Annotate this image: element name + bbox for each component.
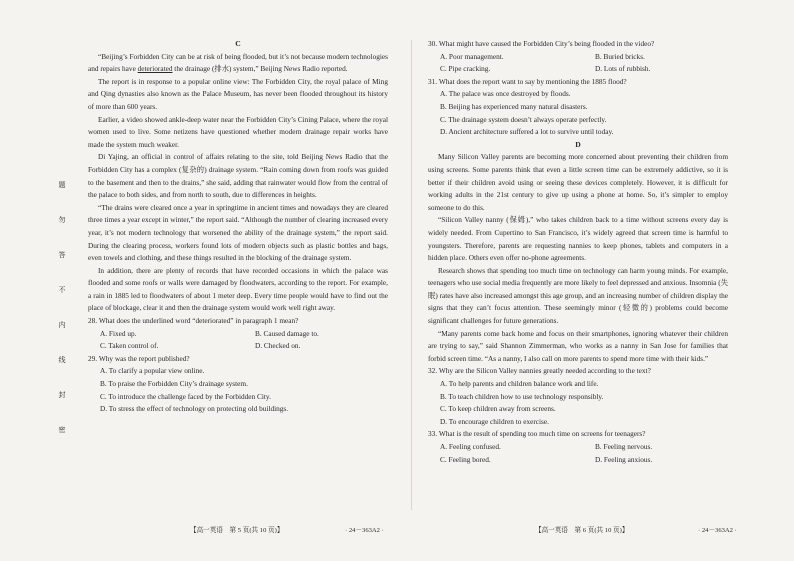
option[interactable]: A. To help parents and children balance work and life. — [440, 379, 599, 389]
right-column — [428, 38, 728, 466]
option[interactable]: D. To stress the effect of technology on protecting old buildings. — [100, 404, 289, 414]
question-30: 30. What might have caused the Forbidden City’s being flooded in the video? — [428, 39, 655, 48]
question-30-options — [428, 51, 728, 76]
option[interactable]: A. Feeling confused. — [440, 442, 501, 451]
page-divider — [411, 40, 412, 510]
option[interactable]: A. Poor management. — [440, 51, 504, 61]
question-28: 28. What does the underlined word “deteriorated” in paragraph 1 mean? — [88, 316, 299, 326]
option[interactable]: C. To introduce the challenge faced by the Forbidden City. — [100, 391, 271, 401]
question-33: 33. What is the result of spending too much time on screens for teenagers? — [428, 429, 646, 439]
page-footer-left: 【高一英语 第 5 页(共 10 页)】 — [190, 527, 284, 534]
option[interactable]: C. The drainage system doesn’t always operate perfectly. — [440, 114, 607, 124]
page-code-right: · 24－363A2 · — [698, 527, 737, 534]
sidebar-char: 不 — [58, 286, 66, 294]
option[interactable]: C. Taken control of. — [100, 341, 159, 351]
paragraph-2: “Silicon Valley nanny (保姆),” who takes children back to a time without screens every day is widely needed. From Cupertino to San Francisco, it’s widely agreed that screen time is harmful to youngsters. Therefore, parents are requesting nannies to keep phones, tablets and computers in a hidden place. Others even offer no-phone agreements. — [428, 215, 728, 263]
sidebar-char: 内 — [58, 321, 66, 329]
left-column — [88, 38, 388, 416]
sidebar-char: 答 — [58, 251, 66, 259]
paragraph-1-text-b: the drainage (排水) system,” Beijing News Radio reported. — [172, 64, 348, 74]
sidebar-char: 题 — [58, 181, 66, 189]
sidebar-char: 密 — [58, 426, 66, 434]
question-32: 32. Why are the Silicon Valley nannies greatly needed according to the text? — [428, 366, 651, 376]
paragraph-2: The report is in response to a popular online view: The Forbidden City, the royal palace of Ming and Qing dynasties also known as the Palace Museum, has never been flooded throughout its history of more than 600 years. — [88, 76, 388, 111]
option[interactable]: C. Pipe cracking. — [440, 64, 491, 74]
paragraph-4: “Many parents come back home and focus on their smartphones, ignoring whatever their children are trying to say,” said Shannon Zimmerman, who works as a nanny in San Jose for families that forbid screen time. “As a nanny, I also call on more parents to spend more time with their kids.” — [428, 328, 728, 363]
paragraph-3: Research shows that spending too much time on technology can harm young minds. For example, teenagers who use social media frequently are more likely to feel depressed and anxious. Insomnia (失眠) rates have also increased amongst this age group, and an increasing number of children display the signs that they can’t focus attention. These seemingly minor (轻微的) problems could become significant challenges for future generations. — [428, 265, 728, 326]
paragraph-4: Di Yajing, an official in control of affairs relating to the site, told Beijing News Radio that the Forbidden City has a complex (复杂的) drainage system. “Rain coming down from roofs was guided to the basement and then to the drains,” she said, adding that rainwater would flow from the central of the palace to both sides, and from north to south, due to differences in heights. — [88, 152, 388, 200]
sidebar-char: 封 — [58, 391, 66, 399]
sidebar-char: 勿 — [58, 216, 66, 224]
option[interactable]: A. The palace was once destroyed by floods. — [440, 89, 571, 99]
option[interactable]: B. Beijing has experienced many natural disasters. — [440, 101, 588, 111]
question-28-options — [88, 328, 388, 353]
paragraph-6: In addition, there are plenty of records that have recorded occasions in which the palace was flooded and some roofs or walls were damaged by floodwaters, according to the report. For example, a rain in 1885 led to floodwaters of about 1 meter deep. Every time people would have to find out the place of blockage, clear it and then the drainage system would work well right away. — [88, 265, 388, 313]
option[interactable]: D. Lots of rubbish. — [595, 64, 651, 74]
option[interactable]: D. Checked on. — [255, 341, 301, 351]
paragraph-1: Many Silicon Valley parents are becoming more concerned about preventing their children from using screens. Some parents think that even a little screen time can be extremely addictive, so it is better if their children avoid using or seeing these devices completely. However, it is difficult for working adults in the 21st century to give up using a phone at home. So, it’s simpler to employ someone to do this. — [428, 152, 728, 212]
option[interactable]: B. Feeling nervous. — [595, 442, 653, 451]
question-31: 31. What does the report want to say by mentioning the 1885 flood? — [428, 76, 627, 86]
section-heading: D — [575, 139, 581, 149]
section-heading: C — [235, 39, 241, 48]
paragraph-5: “The drains were cleared once a year in springtime in ancient times and nowadays they are cleared three times a year except in winter,” the report said. “Although the number of clearing increased every year, it’s not modern technology that worsened the ability of the drainage system,” the report said. During the clearing process, workers found lots of modern objects such as plastic bottles and bags, even towels and clothing, and these things resulted in the blocking of the drainage system. — [88, 202, 388, 263]
option[interactable]: D. Ancient architecture suffered a lot to survive until today. — [440, 127, 614, 137]
binding-margin-notice — [56, 180, 68, 460]
option[interactable]: B. Buried bricks. — [595, 51, 645, 61]
page-code-left: · 24－363A2 · — [345, 527, 384, 534]
option[interactable]: B. To praise the Forbidden City’s drainage system. — [100, 379, 248, 389]
option[interactable]: B. To teach children how to use technology responsibly. — [440, 391, 604, 401]
paragraph-1-text-a: “Beijing’s Forbidden City can be at risk of being flooded, but it’s not because modern technologies and repairs have — [88, 51, 388, 74]
option[interactable]: B. Caused damage to. — [255, 328, 319, 338]
question-29: 29. Why was the report published? — [88, 353, 190, 363]
option[interactable]: A. To clarify a popular view online. — [100, 366, 205, 376]
paragraph-3: Earlier, a video showed ankle-deep water near the Forbidden City’s Cining Palace, where the royal women used to live. Some netizens have questioned whether modern drainage repair works have made the system much weaker. — [88, 114, 388, 149]
option[interactable]: D. Feeling anxious. — [595, 454, 653, 464]
option[interactable]: C. To keep children away from screens. — [440, 404, 556, 414]
page-footer-right: 【高一英语 第 6 页(共 10 页)】 — [535, 527, 629, 534]
option[interactable]: D. To encourage children to exercise. — [440, 416, 549, 426]
question-33-options — [428, 441, 728, 466]
sidebar-char: 线 — [58, 356, 66, 364]
underlined-word: deteriorated — [137, 64, 173, 74]
paragraph-1 — [88, 51, 388, 76]
option[interactable]: A. Fixed up. — [100, 328, 137, 338]
option[interactable]: C. Feeling bored. — [440, 454, 491, 464]
